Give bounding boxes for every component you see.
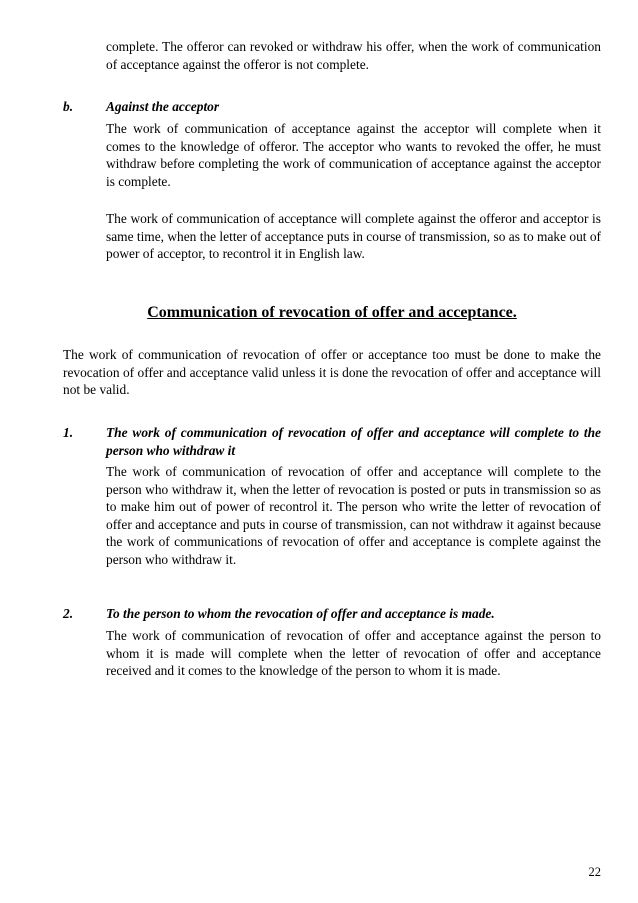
section-b-title: Against the acceptor — [106, 99, 220, 114]
section-b-paragraph-1: The work of communication of acceptance against the acceptor will complete when it comes to the knowledge of offeror. The acceptor who wants to revoked the offer, he must withdraw before completing the work of communication of acceptance against the acceptor is complete. — [106, 121, 601, 189]
item-2-title: To the person to whom the revocation of offer and acceptance is made. — [106, 606, 495, 621]
revocation-paragraph: The work of communication of revocation of offer or acceptance too must be done to make the revocation of offer and acceptance valid unless it is done the revocation of offer and acceptance will not be valid. — [63, 347, 601, 397]
section-b-marker: b. — [63, 99, 74, 114]
item-2-paragraph: The work of communication of revocation of offer and acceptance against the person to whom it is made will complete when the letter of revocation of offer and acceptance received and it comes to the knowledge of the person to whom it is made. — [106, 628, 601, 678]
item-1-paragraph: The work of communication of revocation of offer and acceptance will complete to the person who withdraw it, when the letter of revocation is posted or puts in transmission so as to make him out of power of recontrol it. The person who write the letter of revocation of offer and acceptance and puts in course of transmission, can not withdraw it against because the work of communications of revocation of offer and acceptance is complete against the person who withdraw it. — [106, 464, 601, 567]
item-1-marker: 1. — [63, 425, 74, 440]
section-heading: Communication of revocation of offer and acceptance. — [147, 304, 517, 321]
section-b-paragraph-2: The work of communication of acceptance will complete against the offeror and acceptor is same time, when the letter of acceptance puts in course of transmission, so as to make out of power of acceptor, to recontrol it in English law. — [106, 211, 601, 261]
intro-paragraph: complete. The offeror can revoked or withdraw his offer, when the work of communication of acceptance against the offeror is not complete. — [106, 39, 601, 72]
page-number: 22 — [588, 865, 601, 879]
item-1-title: The work of communication of revocation of offer and acceptance will complete to the person who withdraw it — [106, 425, 601, 458]
item-2-marker: 2. — [63, 606, 74, 621]
